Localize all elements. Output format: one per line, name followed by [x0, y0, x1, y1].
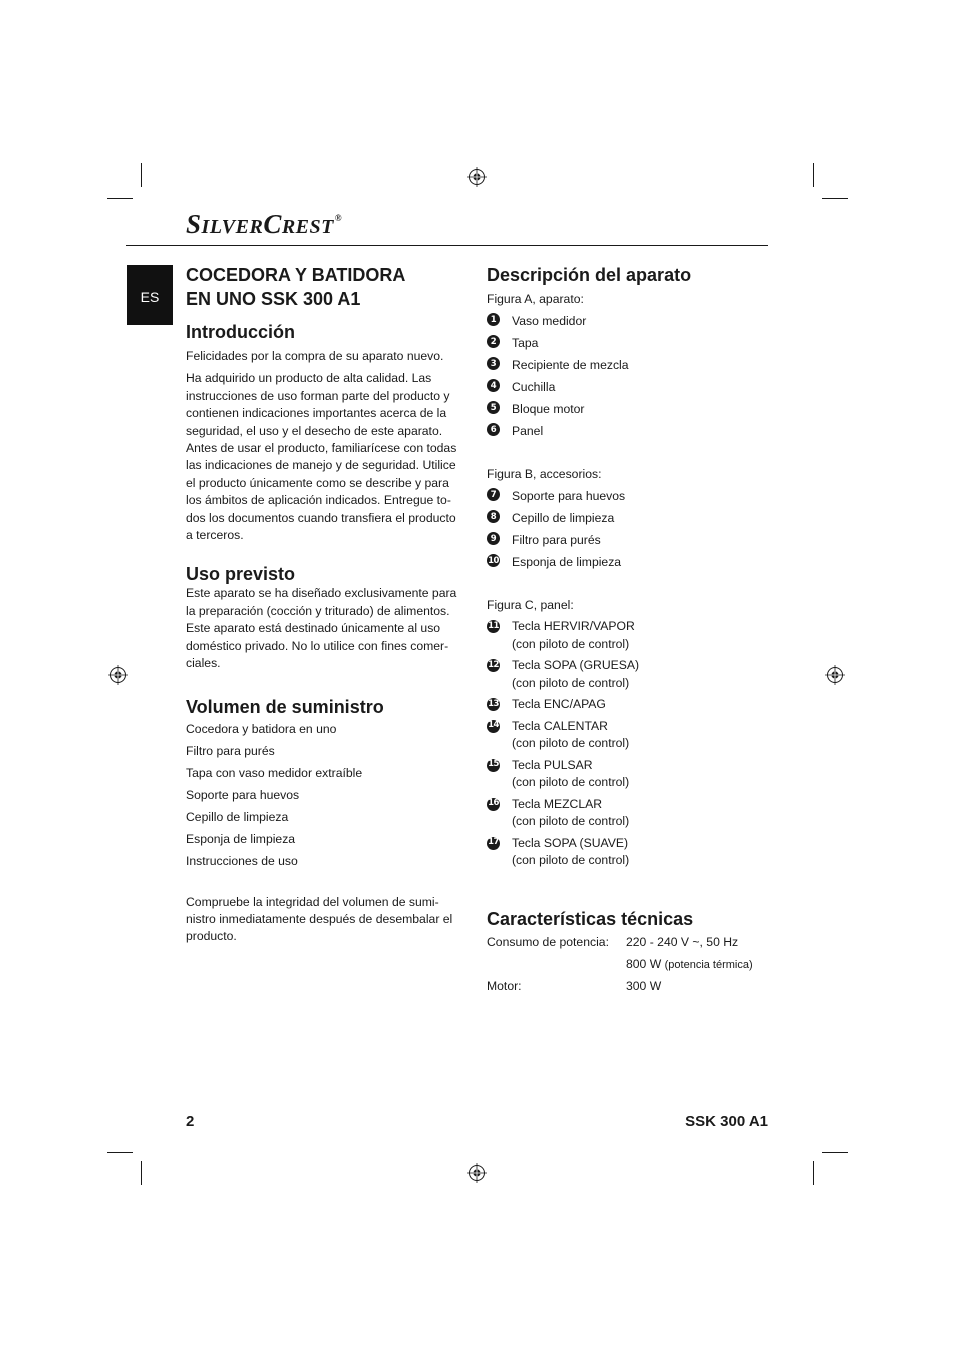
text-line: los ámbitos de aplicación indicados. Entregue to-: [186, 493, 451, 508]
item-subtext: (con piloto de control): [512, 853, 630, 867]
intro-heading: Introducción: [186, 322, 295, 342]
volumen-list: [186, 718, 468, 872]
list-item: [487, 835, 769, 870]
header-rule: [126, 245, 768, 246]
list-item: Cepillo de limpieza: [186, 809, 289, 824]
number-badge: 2: [487, 335, 500, 348]
list-item: Esponja de limpieza: [186, 831, 296, 846]
text-line: nistro inmediatamente después de desembalar el: [186, 911, 453, 926]
page-title: [186, 263, 468, 311]
silvercrest-logo: SILVERCREST®: [186, 209, 343, 239]
text-line: seguridad, el uso y el desecho de este aparato.: [186, 423, 443, 438]
intro-paragraph: Felicidades por la compra de su aparato nuevo.: [186, 349, 444, 363]
text-line: doméstico privado. No lo utilice con fines comer-: [186, 638, 449, 653]
item-text: Recipiente de mezcla: [512, 358, 629, 372]
text-line: Antes de usar el producto, familiarícese con todas: [186, 441, 457, 456]
list-item: [487, 529, 769, 551]
spec-label: Motor:: [487, 979, 522, 993]
text-line: la preparación (cocción y triturado) de alimentos.: [186, 603, 450, 618]
list-item: [487, 332, 769, 354]
spec-label: Consumo de potencia:: [487, 935, 609, 949]
list-item: [487, 718, 769, 753]
item-text: Cuchilla: [512, 380, 556, 394]
number-badge: 15: [487, 759, 500, 772]
list-item: [487, 310, 769, 332]
descripcion-heading: Descripción del aparato: [487, 265, 692, 285]
registration-mark-icon: [467, 1163, 487, 1183]
crop-mark: [141, 163, 142, 187]
number-badge: 8: [487, 510, 500, 523]
item-subtext: (con piloto de control): [512, 636, 630, 651]
list-item: [487, 757, 769, 792]
list-item: [487, 376, 769, 398]
number-badge: 5: [487, 401, 500, 414]
item-text: Tecla PULSAR: [512, 757, 593, 772]
item-text: Filtro para purés: [512, 533, 601, 547]
list-item: Soporte para huevos: [186, 787, 300, 802]
uso-paragraph: [186, 585, 468, 672]
figure-a-label: Figura A, aparato:: [487, 292, 584, 306]
list-item: Filtro para purés: [186, 743, 275, 758]
crop-mark: [141, 1161, 142, 1185]
item-text: Panel: [512, 424, 544, 438]
figure-a-list: [487, 310, 769, 442]
crop-mark: [107, 1152, 133, 1153]
item-text: Cepillo de limpieza: [512, 511, 615, 525]
item-subtext: (con piloto de control): [512, 736, 630, 750]
list-item: Tapa con vaso medidor extraíble: [186, 765, 363, 780]
figure-c-list: [487, 618, 769, 870]
number-badge: 9: [487, 532, 500, 545]
specs-heading: Características técnicas: [487, 909, 694, 929]
item-text: Tecla SOPA (GRUESA): [512, 658, 640, 672]
text-line: Ha adquirido un producto de alta calidad. Las: [186, 371, 432, 386]
item-text: Vaso medidor: [512, 314, 587, 328]
item-text: Tecla ENC/APAG: [512, 697, 606, 711]
number-badge: 7: [487, 488, 500, 501]
item-text: Tapa: [512, 336, 539, 350]
text-line: instrucciones de uso forman parte del producto y: [186, 388, 450, 403]
item-text: Tecla HERVIR/VAPOR: [512, 619, 635, 633]
list-item: [487, 354, 769, 376]
number-badge: 6: [487, 423, 500, 436]
registration-mark-icon: [108, 665, 128, 685]
item-text: Tecla SOPA (SUAVE): [512, 835, 629, 850]
item-subtext: (con piloto de control): [512, 814, 630, 828]
item-subtext: (con piloto de control): [512, 775, 630, 789]
crop-mark: [813, 163, 814, 187]
crop-mark: [813, 1161, 814, 1185]
text-line: contienen indicaciones importantes acerca de la: [186, 406, 447, 421]
volumen-note: [186, 894, 468, 946]
registration-mark-icon: [825, 665, 845, 685]
text-line: Compruebe la integridad del volumen de sumi-: [186, 894, 439, 909]
spec-value-note: (potencia térmica): [664, 959, 753, 971]
spec-value: 220 - 240 V ~, 50 Hz: [626, 935, 739, 949]
list-item: Cocedora y batidora en uno: [186, 721, 337, 736]
left-column: [186, 263, 468, 946]
figure-b-label: Figura B, accesorios:: [487, 467, 602, 481]
number-badge: 12: [487, 659, 500, 672]
list-item: [487, 696, 769, 714]
right-column: [487, 263, 769, 870]
crop-mark: [822, 198, 848, 199]
list-item: [487, 420, 769, 442]
list-item: [487, 507, 769, 529]
uso-heading: Uso previsto: [186, 564, 296, 585]
list-item: [487, 618, 769, 653]
registration-mark-icon: [467, 167, 487, 187]
list-item: [487, 551, 769, 573]
intro-paragraph: [186, 370, 468, 544]
number-badge: 11: [487, 620, 500, 633]
list-item: [487, 796, 769, 831]
footer-model: SSK 300 A1: [685, 1113, 768, 1130]
item-text: Bloque motor: [512, 402, 585, 416]
title-line: EN UNO SSK 300 A1: [186, 289, 361, 309]
number-badge: 16: [487, 798, 500, 811]
figure-c-label: Figura C, panel:: [487, 598, 574, 612]
text-line: Este aparato se ha diseñado exclusivamente para: [186, 586, 457, 601]
list-item: [487, 485, 769, 507]
list-item: [487, 398, 769, 420]
crop-mark: [822, 1152, 848, 1153]
title-line: COCEDORA Y BATIDORA: [186, 265, 406, 285]
text-line: ciales.: [186, 656, 221, 671]
volumen-heading: Volumen de suministro: [186, 696, 384, 717]
item-text: Tecla MEZCLAR: [512, 796, 603, 811]
number-badge: 3: [487, 357, 500, 370]
text-line: dos los documentos cuando transfiera el producto: [186, 510, 456, 525]
page-number: 2: [186, 1113, 195, 1130]
number-badge: 17: [487, 837, 500, 850]
item-text: Esponja de limpieza: [512, 555, 622, 569]
number-badge: 10: [488, 555, 499, 566]
crop-mark: [107, 198, 133, 199]
number-badge: 4: [487, 379, 500, 392]
item-subtext: (con piloto de control): [512, 675, 630, 690]
text-line: el producto únicamente como se describe y para: [186, 475, 449, 490]
number-badge: 1: [487, 313, 500, 326]
list-item: [487, 657, 769, 692]
language-tab: ES: [127, 265, 173, 325]
text-line: a terceros.: [186, 528, 244, 543]
text-line: producto.: [186, 929, 237, 944]
number-badge: 14: [487, 720, 500, 733]
list-item: Instrucciones de uso: [186, 853, 298, 868]
spec-value: 300 W: [626, 979, 662, 993]
item-text: Soporte para huevos: [512, 489, 626, 503]
text-line: Este aparato está destinado únicamente al uso: [186, 621, 441, 636]
text-line: las indicaciones de manejo y de seguridad. Utilice: [186, 458, 456, 473]
spec-value-main: 800 W: [626, 957, 662, 971]
spec-value: [626, 957, 753, 971]
figure-b-list: [487, 485, 769, 573]
number-badge: 13: [487, 698, 500, 711]
item-text: Tecla CALENTAR: [512, 718, 608, 733]
